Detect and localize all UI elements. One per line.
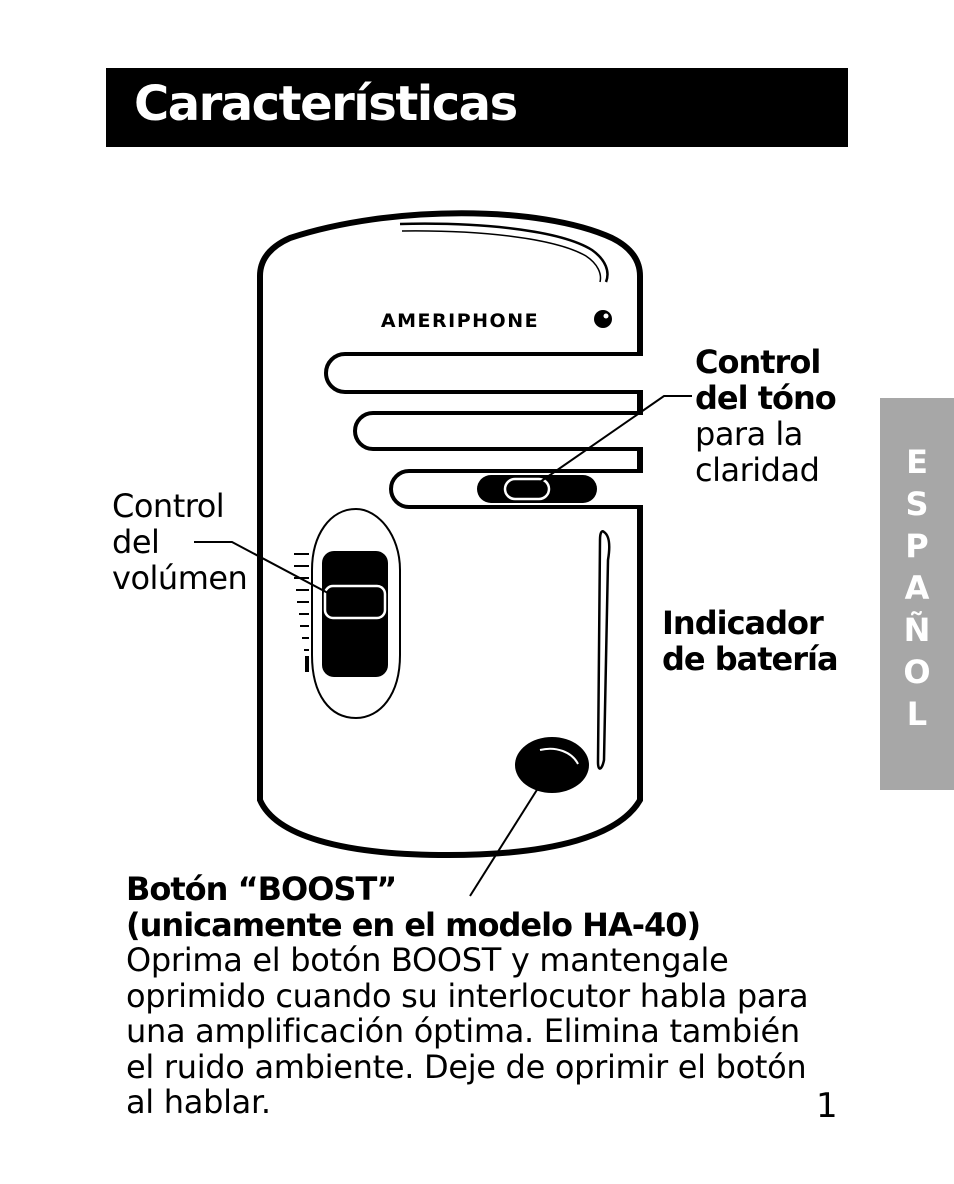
brand-logo: AMERIPHONE bbox=[380, 310, 540, 332]
language-letter: A bbox=[904, 569, 930, 607]
language-letter: S bbox=[905, 485, 929, 523]
boost-button bbox=[515, 737, 589, 793]
volume-wheel bbox=[322, 551, 388, 677]
boost-text-line: oprimido cuando su interlocutor habla para bbox=[126, 976, 809, 1015]
boost-text-line: al hablar. bbox=[126, 1083, 271, 1121]
boost-heading: Botón “BOOST” bbox=[126, 870, 397, 908]
indicator-dot bbox=[594, 310, 612, 328]
boost-text-line: Oprima el botón BOOST y mantengale bbox=[126, 941, 729, 979]
slot-middle bbox=[355, 413, 643, 449]
boost-description bbox=[126, 872, 808, 1121]
tone-control-label: Control del tóno para la claridad bbox=[695, 343, 836, 489]
slot-top bbox=[326, 354, 643, 392]
volume-control-label: Control del volúmen bbox=[112, 487, 248, 597]
boost-text-line: el ruido ambiente. Deje de oprimir el botón bbox=[126, 1047, 807, 1086]
language-letter: L bbox=[906, 695, 928, 733]
page-number: 1 bbox=[816, 1086, 838, 1126]
language-letter: O bbox=[903, 653, 931, 691]
battery-indicator-label: Indicador de batería bbox=[662, 604, 838, 678]
page-title: Características bbox=[134, 76, 517, 132]
boost-subheading: (unicamente en el modelo HA-40) bbox=[126, 905, 701, 944]
language-letter: P bbox=[905, 527, 929, 565]
language-letter: E bbox=[906, 443, 928, 481]
language-letter: Ñ bbox=[903, 611, 931, 649]
boost-text-line: una amplificación óptima. Elimina también bbox=[126, 1012, 800, 1050]
